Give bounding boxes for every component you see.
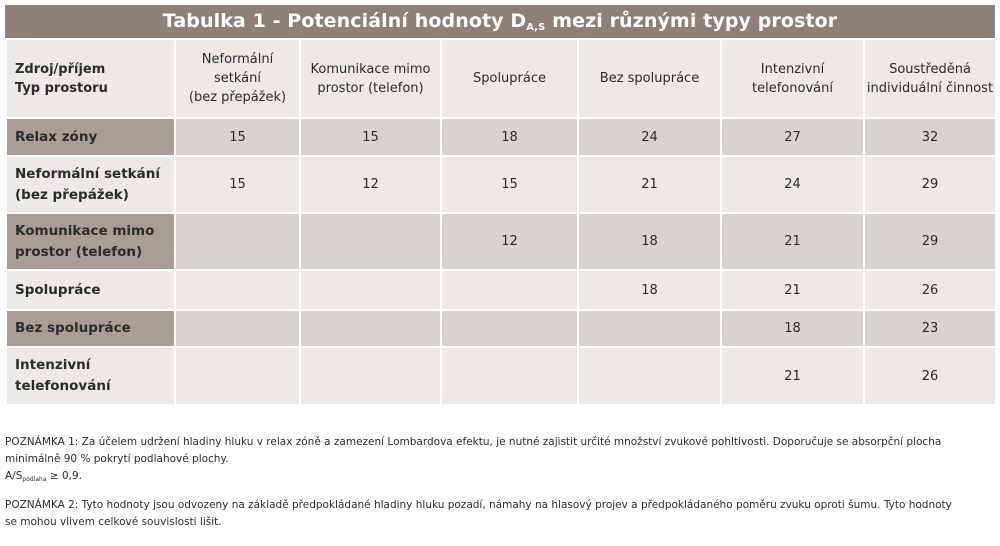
row-header-relax-zony — [6, 118, 175, 156]
sound-table — [5, 38, 997, 406]
column-header-line: Spolupráce — [472, 71, 547, 86]
table-cell — [300, 347, 441, 405]
corner-header-line1: Zdroj/příjem — [15, 61, 106, 77]
corner-header-line2: Typ prostoru — [15, 80, 108, 96]
table-cell: 29 — [864, 156, 996, 213]
column-header-line: setkání — [214, 71, 261, 86]
row-header-intenzivni-telefonovani — [6, 347, 175, 405]
row-header-spoluprace — [6, 270, 175, 310]
table-title-prefix: Tabulka 1 - Potenciální hodnoty D — [162, 10, 527, 32]
row-header-line: telefonování — [15, 378, 111, 394]
table-cell: 32 — [864, 118, 996, 156]
note-2-line-1: POZNÁMKA 2: Tyto hodnoty jsou odvozeny na základě předpokládané hladiny hluku pozadí, námahy na hlasový projev a předpokládaného poměru zvuku oproti šumu. Tyto hodnoty — [5, 499, 952, 511]
table-title — [5, 5, 995, 38]
table-cell: 21 — [721, 213, 864, 270]
note-1-line-2: minimálně 90 % pokrytí podlahové plochy. — [5, 453, 229, 465]
table-cell — [578, 310, 721, 347]
table-cell: 26 — [864, 270, 996, 310]
table-cell — [300, 310, 441, 347]
table-cell: 18 — [578, 270, 721, 310]
table-cell — [175, 213, 300, 270]
formula-prefix: A/S — [5, 470, 23, 482]
column-header-soustredena — [864, 39, 996, 118]
row-header-neformalni-setkani — [6, 156, 175, 213]
table-cell — [300, 213, 441, 270]
table-title-suffix: mezi různými typy prostor — [545, 10, 838, 32]
table-cell: 29 — [864, 213, 996, 270]
table-cell — [300, 270, 441, 310]
row-header-line: (bez přepážek) — [15, 186, 129, 203]
column-header-bez-spoluprace — [578, 39, 721, 118]
table-cell: 21 — [721, 270, 864, 310]
column-header-line: Bez spolupráce — [599, 71, 700, 86]
column-header-line: Komunikace mimo — [310, 61, 431, 77]
table-row-komunikace-mimo-prostor — [6, 213, 996, 270]
row-header-komunikace-mimo-prostor — [6, 213, 175, 270]
table-row-spoluprace — [6, 270, 996, 310]
note-2-line-2: se mohou vlivem celkové souvislosti lišit. — [5, 516, 222, 528]
table-cell: 15 — [441, 156, 578, 213]
table-cell: 12 — [441, 213, 578, 270]
row-header-line: Spolupráce — [15, 281, 101, 298]
table-cell: 15 — [175, 156, 300, 213]
column-header-komunikace — [300, 39, 441, 118]
header-row — [6, 39, 996, 118]
table-cell: 18 — [578, 213, 721, 270]
table-cell: 26 — [864, 347, 996, 405]
table-cell: 27 — [721, 118, 864, 156]
note-1-formula — [5, 468, 995, 485]
table-row-relax-zony — [6, 118, 996, 156]
table-row-bez-spoluprace — [6, 310, 996, 347]
table-cell: 12 — [300, 156, 441, 213]
table-row-neformalni-setkani — [6, 156, 996, 213]
column-header-line: (bez přepážek) — [188, 90, 287, 105]
column-header-line: telefonování — [752, 80, 833, 96]
table-cell: 24 — [578, 118, 721, 156]
table-cell — [441, 270, 578, 310]
table-cell — [175, 310, 300, 347]
table-cell: 24 — [721, 156, 864, 213]
table-cell: 15 — [300, 118, 441, 156]
row-header-line: Bez spolupráce — [15, 320, 131, 336]
table-cell: 15 — [175, 118, 300, 156]
column-header-line: prostor (telefon) — [317, 80, 424, 96]
column-header-line: Intenzivní — [760, 61, 825, 77]
table-title-subscript: A,S — [526, 22, 546, 33]
note-spacer — [5, 485, 995, 497]
row-header-line: Komunikace mimo — [15, 222, 155, 239]
column-header-line: Neformální — [201, 52, 274, 67]
row-header-line: Intenzivní — [15, 357, 91, 373]
row-header-bez-spoluprace — [6, 310, 175, 347]
note-1-line-1: POZNÁMKA 1: Za účelem udržení hladiny hluku v relax zóně a zamezení Lombardova efektu, je nutné zajistit určité množství zvukové pohltivosti. Doporučuje se absorpční plocha — [5, 436, 942, 448]
formula-suffix: ≥ 0,9. — [46, 470, 83, 482]
column-header-line: individuální činnost — [866, 80, 994, 96]
column-header-line: Soustředěná — [889, 61, 971, 77]
table-cell — [175, 347, 300, 405]
table-cell — [175, 270, 300, 310]
formula-subscript: podlaha — [22, 476, 47, 483]
row-header-line: Relax zóny — [15, 128, 98, 145]
table-row-intenzivni-telefonovani — [6, 347, 996, 405]
notes-section — [5, 434, 995, 531]
table-cell: 18 — [441, 118, 578, 156]
table-cell: 18 — [721, 310, 864, 347]
column-header-neformalni — [175, 39, 300, 118]
corner-header — [6, 39, 175, 118]
table-cell — [578, 347, 721, 405]
table-cell: 23 — [864, 310, 996, 347]
table-cell — [441, 310, 578, 347]
table-cell — [441, 347, 578, 405]
table-cell: 21 — [578, 156, 721, 213]
column-header-intenzivni — [721, 39, 864, 118]
table-cell: 21 — [721, 347, 864, 405]
column-header-spoluprace — [441, 39, 578, 118]
row-header-line: Neformální setkání — [15, 165, 160, 182]
row-header-line: prostor (telefon) — [15, 243, 143, 260]
